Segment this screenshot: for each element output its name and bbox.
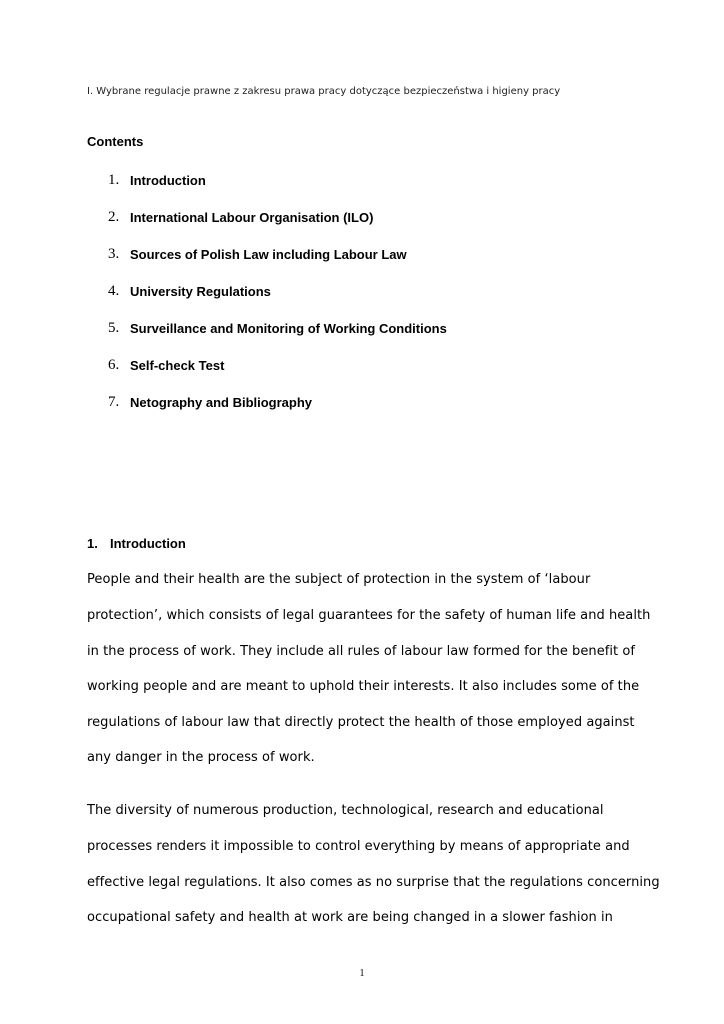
contents-title: Contents xyxy=(87,134,144,149)
toc-item-label: Self-check Test xyxy=(130,358,225,373)
toc-item-label: Netography and Bibliography xyxy=(130,395,313,410)
paragraph-line: effective legal regulations. It also comes as no surprise that the regulations concerning xyxy=(87,875,660,890)
section-number: 1. xyxy=(87,536,98,551)
paragraph-line: in the process of work. They include all rules of labour law formed for the benefit of xyxy=(87,644,635,659)
section-heading-introduction xyxy=(87,536,186,551)
paragraph-line: The diversity of numerous production, technological, research and educational xyxy=(87,803,604,818)
toc-item-label: Introduction xyxy=(130,173,206,188)
toc-item-number: 6. xyxy=(108,357,120,373)
paragraph-line: occupational safety and health at work are being changed in a slower fashion in xyxy=(87,910,613,925)
toc-item-number: 5. xyxy=(108,320,120,336)
paragraph-line: protection’, which consists of legal guarantees for the safety of human life and health xyxy=(87,608,651,623)
toc-item-label: University Regulations xyxy=(130,284,271,299)
toc-item-number: 3. xyxy=(108,246,120,262)
paragraph-line: working people and are meant to uphold their interests. It also includes some of the xyxy=(87,679,640,694)
toc-item-number: 2. xyxy=(108,209,120,225)
section-title: Introduction xyxy=(110,536,186,551)
paragraph-line: processes renders it impossible to control everything by means of appropriate and xyxy=(87,839,630,854)
toc-item-number: 1. xyxy=(108,172,120,188)
toc-item-label: Surveillance and Monitoring of Working Conditions xyxy=(130,321,447,336)
page-header: I. Wybrane regulacje prawne z zakresu prawa pracy dotyczące bezpieczeństwa i higieny pracy xyxy=(87,86,561,97)
paragraph-line: any danger in the process of work. xyxy=(87,750,315,765)
paragraph-line: People and their health are the subject of protection in the system of ‘labour xyxy=(87,572,591,587)
toc-item-number: 4. xyxy=(108,283,120,299)
toc-item-label: International Labour Organisation (ILO) xyxy=(130,210,374,225)
page-number: 1 xyxy=(359,968,365,979)
toc-item-number: 7. xyxy=(108,394,120,410)
paragraph-line: regulations of labour law that directly protect the health of those employed against xyxy=(87,715,635,730)
toc-item-label: Sources of Polish Law including Labour Law xyxy=(130,247,407,262)
